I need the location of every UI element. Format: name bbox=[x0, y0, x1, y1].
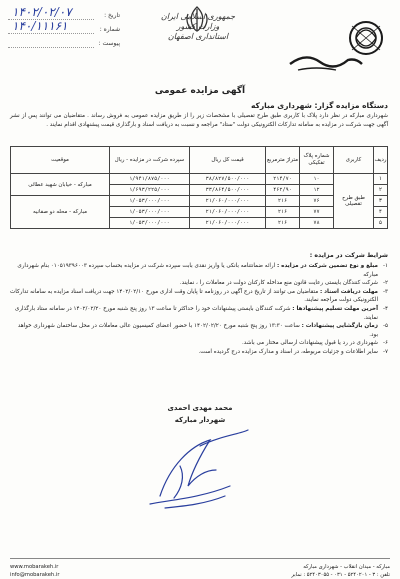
condition-number: ۵- bbox=[382, 323, 388, 330]
municipality-logo bbox=[286, 14, 394, 76]
ministry-line-2: وزارت کشور bbox=[176, 22, 220, 31]
ministry-line-1: جمهوری اسلامی ایران bbox=[160, 12, 236, 21]
condition-text: ارائه ضمانتنامه بانکی یا واریز نقدی بابت سپرده شرکت در مزایده بحساب سپرده ۰۱۰۵۱۹۳۹۶۰۰۳ بنام شهرداری مبارکه bbox=[17, 263, 378, 278]
condition-item bbox=[10, 305, 388, 322]
ministry-line-3: استانداری اصفهان bbox=[167, 32, 229, 41]
cell-usage: طبق طرح تفصیلی bbox=[334, 174, 374, 229]
condition-text: متقاضیان می توانند از تاریخ درج آگهی در روزنامه تا پایان وقت اداری مورخ ۱۴۰۲/۰۲/۱۰ جهت دریافت اسناد مزایده به سامانه تدارکات الکترونیکی دولت مراجعه نمایند. bbox=[9, 288, 378, 304]
footer-address: مبارکه - میدان انقلاب - شهرداری مبارکه bbox=[303, 564, 390, 570]
number-label: شماره : bbox=[99, 26, 120, 33]
header-plot-number: شماره پلاک تفکیکی bbox=[300, 147, 334, 174]
footer-website[interactable]: www.mobarakeh.ir bbox=[10, 564, 59, 570]
condition-text: شهرداری در رد یا قبول پیشنهادات ارسالی مختار می باشد. bbox=[242, 340, 378, 347]
condition-number: ۲- bbox=[382, 280, 388, 287]
condition-heading: مهلت دریافت اسناد : bbox=[320, 288, 378, 295]
cell-price: ۳۳/۸۶۴/۵۰۰/۰۰۰ bbox=[190, 185, 266, 196]
footer-email[interactable]: info@mobarakeh.ir bbox=[10, 572, 60, 578]
condition-heading: آخرین مهلت تسلیم پیشنهادها : bbox=[292, 305, 378, 312]
header-row-number: ردیف bbox=[374, 147, 388, 174]
header-location: موقعیت bbox=[11, 147, 110, 174]
cell-deposit: ۱/۹۴۱/۸۷۵/۰۰۰ bbox=[110, 174, 190, 185]
cell-price: ۲۱/۰۶۰/۰۰۰/۰۰۰ bbox=[190, 207, 266, 218]
handwritten-signature bbox=[130, 426, 260, 516]
condition-heading: مبلغ و نوع تضمین شرکت در مزایده : bbox=[276, 263, 378, 269]
condition-text: سایر اطلاعات و جزئیات مربوطه، در اسناد و مدارک مزایده درج گردیده است. bbox=[198, 348, 378, 355]
footer-phone: تلفن : ۳ - ۵۲۴۰۲۰۱ - ۰۳۱ - ۵۲۴۰۳۰۵۵ : نمابر bbox=[291, 572, 390, 578]
table-header-row bbox=[11, 147, 388, 174]
cell-deposit: ۱/۰۵۳/۰۰۰/۰۰۰ bbox=[110, 196, 190, 207]
cell-plot: ۱۲ bbox=[300, 185, 334, 196]
cell-row: ۴ bbox=[374, 207, 388, 218]
signatory-role: شهردار مبارکه bbox=[174, 416, 226, 424]
table-row bbox=[11, 174, 388, 185]
date-label: تاریخ : bbox=[104, 12, 120, 19]
cell-row: ۱ bbox=[374, 174, 388, 185]
condition-number: ۴- bbox=[382, 305, 388, 312]
cell-price: ۳۸/۸۲۷/۵۰۰/۰۰۰ bbox=[190, 174, 266, 185]
header-area: متراژ مترمربع bbox=[266, 147, 300, 174]
cell-deposit: ۱/۰۵۳/۰۰۰/۰۰۰ bbox=[110, 218, 190, 229]
condition-item bbox=[10, 262, 388, 279]
signatory-name: محمد مهدی احمدی bbox=[167, 404, 233, 412]
conditions-title: شرایط شرکت در مزایده : bbox=[309, 252, 388, 259]
condition-number: ۳- bbox=[382, 288, 388, 295]
table-row bbox=[11, 196, 388, 207]
condition-text: ساعت ۱۳:۳۰ روز پنج شنبه مورخ ۱۴۰۲/۰۲/۲۰ با حضور اعضای کمیسیون عالی معاملات در محل ساختمان شهرداری خواهد بود. bbox=[17, 323, 378, 338]
cell-plot: ۷۷ bbox=[300, 207, 334, 218]
cell-row: ۲ bbox=[374, 185, 388, 196]
letter-meta bbox=[8, 5, 120, 50]
page-footer bbox=[10, 558, 390, 578]
auction-organizer: دستگاه مزایده گزار: شهرداری مبارکه bbox=[250, 101, 388, 110]
cell-area: ۲۱۶ bbox=[266, 207, 300, 218]
cell-area: ۲۱۶ bbox=[266, 196, 300, 207]
date-value: ۱۴۰۲/۰۲/۰۷ bbox=[12, 5, 72, 19]
header-deposit: سپرده شرکت در مزایده - ریال bbox=[110, 147, 190, 174]
cell-deposit: ۱/۶۹۳/۲۲۵/۰۰۰ bbox=[110, 185, 190, 196]
condition-item bbox=[10, 339, 388, 348]
footer-contact bbox=[291, 563, 390, 579]
condition-item bbox=[10, 288, 388, 305]
condition-item bbox=[10, 348, 388, 357]
attachment-row bbox=[8, 36, 120, 50]
cell-plot: ۷۸ bbox=[300, 218, 334, 229]
number-value: ۱۴۰/۱۱۱۶۱ bbox=[12, 19, 68, 33]
cell-row: ۵ bbox=[374, 218, 388, 229]
header-total-price: قیمت کل ریال bbox=[190, 147, 266, 174]
footer-online bbox=[10, 563, 59, 579]
condition-text: شرکت کنندگان بایستی پیشنهادات خود را حداکثر تا ساعت ۱۳ روز پنج شنبه مورخ ۱۴۰۲/۰۲/۲۰ در سامانه ستاد بارگذاری نمایند. bbox=[14, 305, 378, 321]
condition-text: شرکت کنندگان بایستی رعایت قانون منع مداخله کارکنان دولت در معاملات را ، نمایند. bbox=[179, 280, 378, 287]
cell-price: ۲۱/۰۶۰/۰۰۰/۰۰۰ bbox=[190, 196, 266, 207]
cell-area: ۴۶۲/۹۰ bbox=[266, 185, 300, 196]
condition-number: ۱- bbox=[382, 263, 388, 269]
cell-plot: ۱۰ bbox=[300, 174, 334, 185]
cell-location: مبارکه - محله دو صفانیه bbox=[11, 196, 110, 229]
intro-paragraph: شهرداری مبارکه در نظر دارد پلاک با کاربری طبق طرح تفصیلی با مشخصات زیر را از طریق مزایده عمومی به فروش رساند . متقاضیان می توانند پس از نشر آگهی جهت شرکت در مزایده به سامانه تدارکات الکترونیکی دولت "ستاد" مراجعه و نسبت به دریافت اسناد و بارگذاری قیمت پیشنهادی اقدام نمایند . bbox=[10, 113, 388, 128]
cell-area: ۲۱۶ bbox=[266, 218, 300, 229]
condition-number: ۷- bbox=[382, 348, 388, 355]
conditions-list bbox=[10, 262, 388, 357]
header-usage: کاربری bbox=[334, 147, 374, 174]
condition-item bbox=[10, 279, 388, 288]
condition-item bbox=[10, 322, 388, 339]
page-title: آگهی مزایده عمومی bbox=[154, 86, 246, 96]
number-row bbox=[8, 19, 120, 36]
cell-location: مبارکه - خیابان شهید عطائی bbox=[11, 174, 110, 196]
cell-price: ۲۱/۰۶۰/۰۰۰/۰۰۰ bbox=[190, 218, 266, 229]
ministry-header bbox=[148, 12, 248, 42]
cell-deposit: ۱/۰۵۳/۰۰۰/۰۰۰ bbox=[110, 207, 190, 218]
cell-area: ۲۱۴/۷۰ bbox=[266, 174, 300, 185]
condition-heading: زمان بازگشایی پیشنهادات : bbox=[301, 323, 378, 330]
auction-items-table bbox=[10, 146, 388, 229]
condition-number: ۶- bbox=[382, 340, 388, 347]
cell-row: ۳ bbox=[374, 196, 388, 207]
cell-plot: ۷۶ bbox=[300, 196, 334, 207]
attachment-label: پیوست : bbox=[98, 40, 120, 47]
